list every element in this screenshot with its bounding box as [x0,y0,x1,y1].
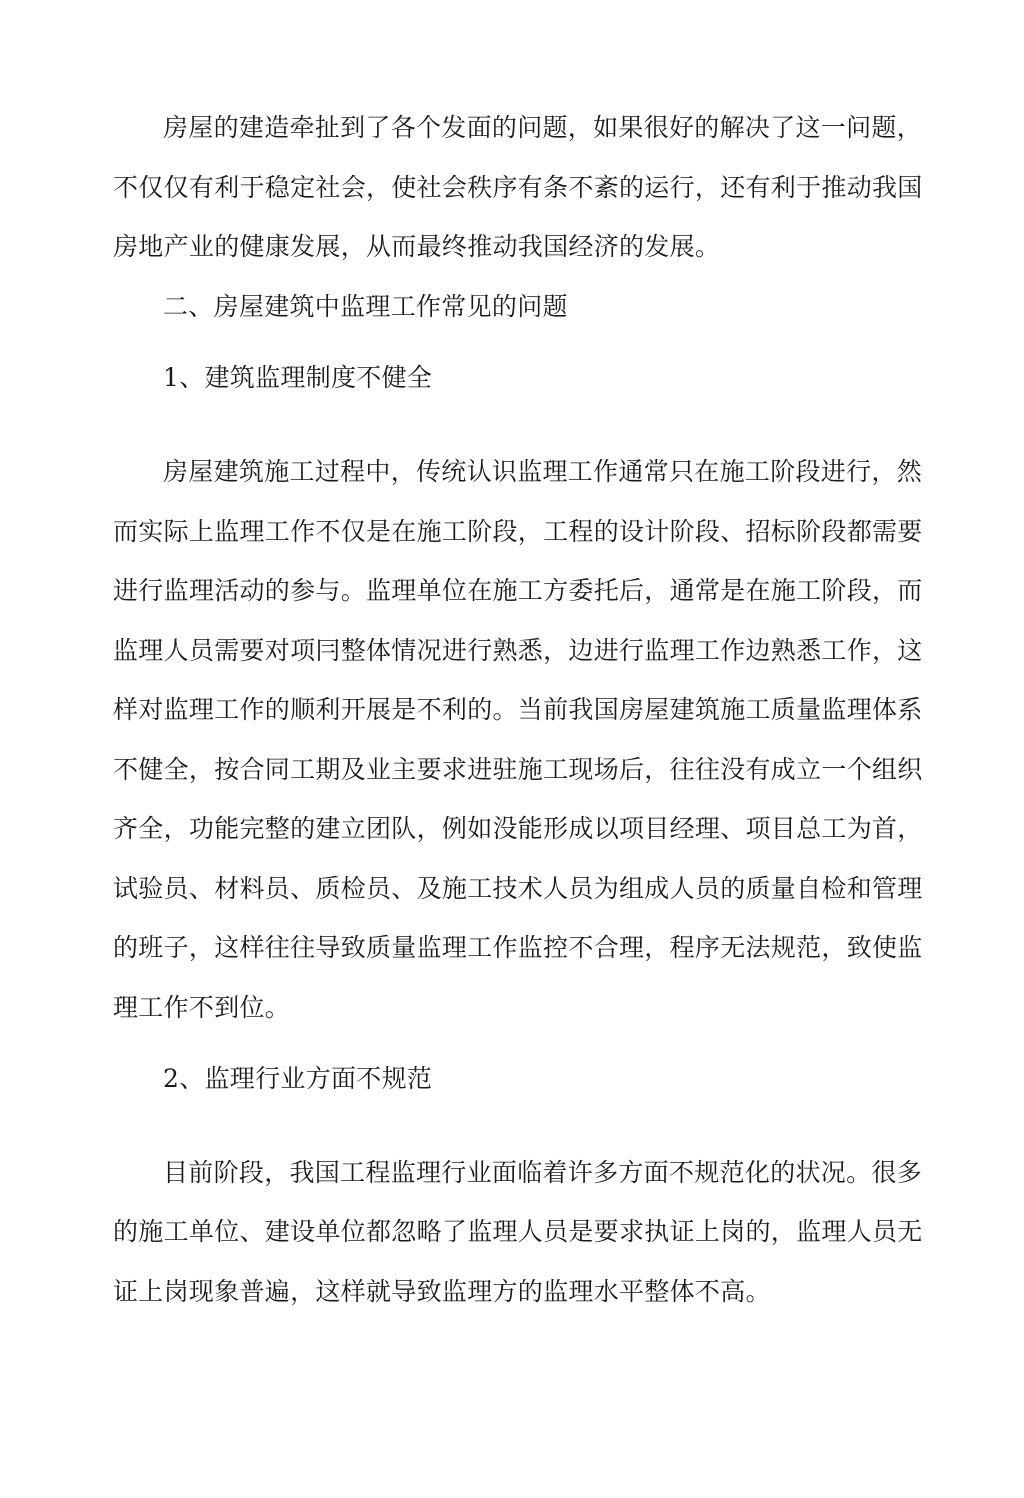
text-line: 试验员、材料员、质检员、及施工技术人员为组成人员的质量自检和管理 [113,874,923,903]
text-line: 的班子，这样往往导致质量监理工作监控不合理，程序无法规范，致使监 [113,933,923,962]
text-line: 理工作不到位。 [113,993,291,1022]
subheading-2: 2、监理行业方面不规范 [163,1064,433,1093]
text-line: 监理人员需要对项冃整体情况进行熟悉，边进行监理工作边熟悉工作，这 [113,636,923,665]
text-line: 不仅仅有利于稳定社会，使社会秩序有条不紊的运行，还有利于推动我国 [113,173,923,202]
text-line: 的施工单位、建设单位都忽略了监理人员是要求执证上岗的，监理人员无 [113,1217,923,1246]
text-line: 齐全，功能完整的建立团队，例如没能形成以项目经理、项目总工为首， [113,814,923,843]
text-line: 不健全，按合同工期及业主要求进驻施工现场后，往往没有成立一个组织 [113,755,923,784]
text-line: 房屋的建造牵扯到了各个发面的问题，如果很好的解决了这一问题， [163,113,923,142]
subheading-1: 1、建筑监理制度不健全 [163,363,433,392]
text-line: 房地产业的健康发展，从而最终推动我国经济的发展。 [113,232,721,261]
text-line: 证上岗现象普遍，这样就导致监理方的监理水平整体不高。 [113,1277,771,1306]
text-line: 样对监理工作的顺利开展是不利的。当前我国房屋建筑施工质量监理体系 [113,695,923,724]
text-line: 而实际上监理工作不仅是在施工阶段，工程的设计阶段、招标阶段都需要 [113,517,923,546]
text-line: 进行监理活动的参与。监理单位在施工方委托后，通常是在施工阶段，而 [113,576,923,605]
text-line: 目前阶段，我国工程监理行业面临着许多方面不规范化的状况。很多 [163,1158,923,1187]
text-line: 房屋建筑施工过程中，传统认识监理工作通常只在施工阶段进行，然 [163,457,923,486]
section-heading: 二、房屋建筑中监理工作常见的问题 [163,292,568,321]
